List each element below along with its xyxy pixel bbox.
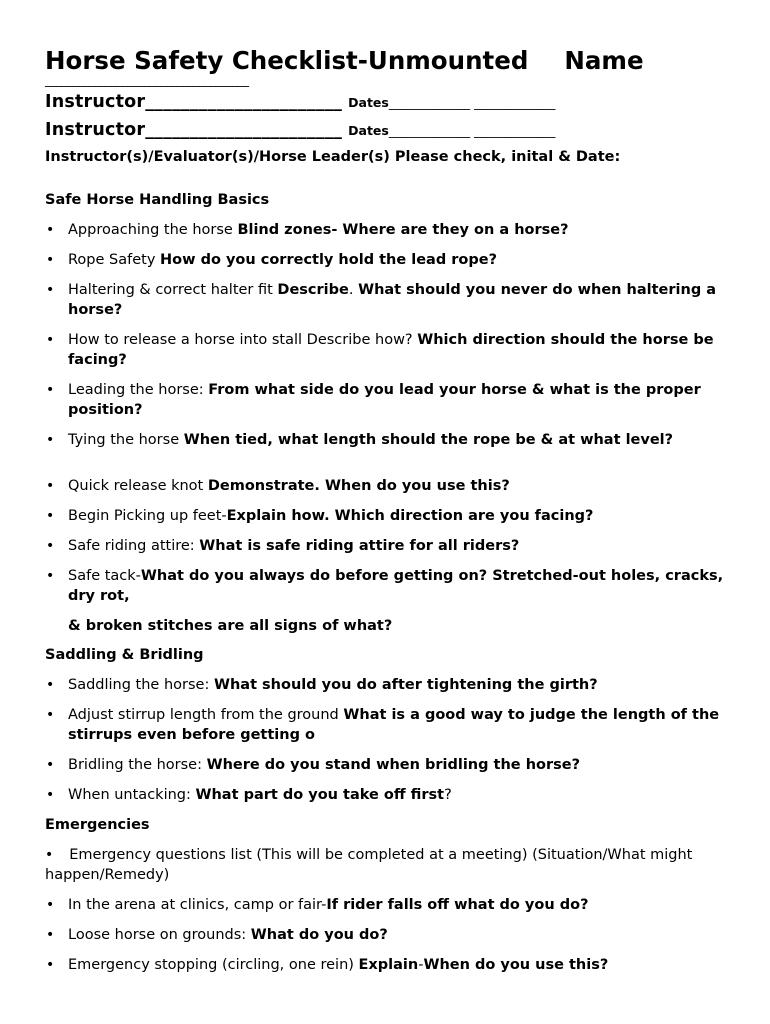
- item-text: Tying the horse: [68, 432, 184, 448]
- instruction-text: Instructor(s)/Evaluator(s)/Horse Leader(s) Please check, inital & Date:: [45, 149, 621, 165]
- list-item: [45, 785, 735, 805]
- item-text: Haltering & correct halter fit: [68, 282, 278, 298]
- bullet-icon: •: [46, 927, 55, 943]
- bullet-icon: •: [46, 222, 55, 238]
- item-text: Quick release knot: [68, 478, 208, 494]
- item-question: What should you do after tightening the girth?: [213, 677, 598, 693]
- bullet-icon: •: [46, 508, 55, 524]
- item-question: Which direction should the horse be facing?: [68, 332, 714, 368]
- dates-blank: _____________ _____________: [388, 95, 556, 110]
- instructor-row-1: [45, 92, 735, 112]
- bullet-icon: •: [46, 382, 55, 398]
- bullet-icon: •: [46, 332, 55, 348]
- bullet-icon: •: [46, 432, 55, 448]
- item-question: Where do you stand when bridling the horse?: [206, 757, 581, 773]
- item-text: Bridling the horse:: [68, 757, 207, 773]
- item-text: Emergency stopping (circling, one rein): [68, 957, 359, 973]
- item-question: What is safe riding attire for all riders?: [199, 538, 520, 554]
- list-item: [45, 536, 735, 556]
- basics-list: [45, 220, 735, 606]
- list-item: [45, 895, 735, 915]
- bullet-icon: •: [46, 757, 55, 773]
- section-title-basics: Safe Horse Handling Basics: [45, 192, 270, 208]
- bullet-icon: •: [46, 478, 55, 494]
- item-question: What is a good way to judge the length of the stirrups even before getting o: [68, 707, 720, 743]
- list-item: [45, 250, 735, 270]
- item-question: What do you always do before getting on? Stretched-out holes, cracks, dry rot,: [68, 568, 724, 604]
- item-question: What part do you take off first: [195, 787, 445, 803]
- bullet-icon: •: [46, 568, 55, 584]
- item-question: How do you correctly hold the lead rope?: [160, 252, 498, 268]
- item-text: Leading the horse:: [68, 382, 209, 398]
- list-item: [45, 280, 735, 320]
- list-item: [45, 955, 735, 975]
- list-item: [45, 220, 735, 240]
- item-question: Explain: [358, 957, 419, 973]
- item-text: Emergency questions list (This will be completed at a meeting) (Situation/What might happen/Remedy): [45, 847, 693, 883]
- item-question: If rider falls off what do you do?: [326, 897, 589, 913]
- item-question: When tied, what length should the rope be & at what level?: [183, 432, 674, 448]
- list-item: [45, 380, 735, 420]
- bullet-icon: •: [46, 707, 55, 723]
- item-text: Loose horse on grounds:: [68, 927, 251, 943]
- item-question: Demonstrate. When do you use this?: [207, 478, 510, 494]
- item-question: What should you never do when haltering a horse?: [68, 282, 717, 318]
- bullet-icon: •: [46, 282, 55, 298]
- dates-label: Dates: [348, 95, 389, 110]
- list-item: [45, 755, 735, 775]
- name-label: Name: [564, 46, 644, 75]
- item-text: Rope Safety: [68, 252, 161, 268]
- item-text: Begin Picking up feet-: [68, 508, 227, 524]
- instructor-label: Instructor______________________: [45, 92, 343, 112]
- item-text: Safe riding attire:: [68, 538, 200, 554]
- instructor-row-2: [45, 120, 735, 140]
- bullet-icon: •: [45, 847, 54, 863]
- item-text: Approaching the horse: [68, 222, 238, 238]
- item-text: ?: [444, 787, 452, 803]
- instructor-label: Instructor______________________: [45, 120, 343, 140]
- bullet-icon: •: [46, 897, 55, 913]
- bullet-icon: •: [46, 538, 55, 554]
- dates-blank: _____________ _____________: [388, 123, 556, 138]
- page-title: Horse Safety Checklist-Unmounted: [45, 46, 529, 75]
- name-blank: _____________________________________: [45, 73, 249, 87]
- item-text: -: [418, 957, 424, 973]
- item-text: .: [348, 282, 359, 298]
- bullet-icon: •: [46, 957, 55, 973]
- list-item: [45, 430, 735, 450]
- item-text: Safe tack-: [68, 568, 141, 584]
- emergency-questions-item: [45, 845, 735, 885]
- emergencies-list: [45, 895, 735, 975]
- bullet-icon: •: [46, 677, 55, 693]
- item-text: Adjust stirrup length from the ground: [68, 707, 344, 723]
- list-item: [45, 506, 735, 526]
- list-item: [45, 675, 735, 695]
- item-question: Blind zones- Where are they on a horse?: [237, 222, 569, 238]
- list-item: [45, 705, 735, 745]
- checklist-page: [45, 44, 735, 985]
- item-question: When do you use this?: [423, 957, 609, 973]
- bullet-icon: •: [46, 787, 55, 803]
- item-text: When untacking:: [68, 787, 196, 803]
- item-text: In the arena at clinics, camp or fair-: [68, 897, 327, 913]
- list-item: [45, 476, 735, 496]
- section-title-emergencies: Emergencies: [45, 817, 150, 833]
- dates-label: Dates: [348, 123, 389, 138]
- section-title-saddling: Saddling & Bridling: [45, 647, 204, 663]
- item-question: What do you do?: [250, 927, 388, 943]
- bullet-icon: •: [46, 252, 55, 268]
- item-question: Describe: [277, 282, 349, 298]
- item-question: From what side do you lead your horse & what is the proper position?: [68, 382, 701, 418]
- list-item: [45, 330, 735, 370]
- list-item: [45, 925, 735, 945]
- item-text: How to release a horse into stall Describe how?: [68, 332, 418, 348]
- saddling-list: [45, 675, 735, 805]
- item-question: Explain how. Which direction are you facing?: [226, 508, 594, 524]
- continuation-text: & broken stitches are all signs of what?: [68, 618, 393, 634]
- list-item: [45, 566, 735, 606]
- item-text: Saddling the horse:: [68, 677, 214, 693]
